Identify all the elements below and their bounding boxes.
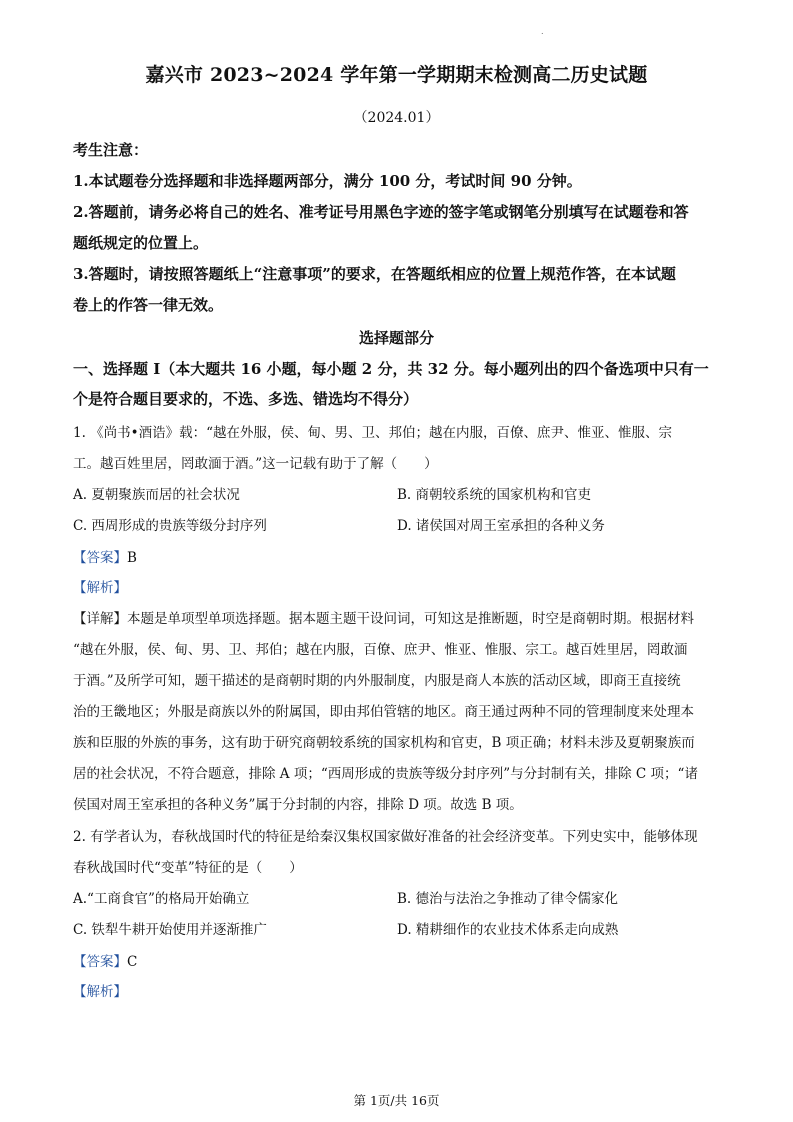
corner-dot: . (541, 27, 544, 36)
q1-detail-line-2: “越在外服，侯、甸、男、卫、邦伯；越在内服，百僚、庶尹、惟亚、惟服、宗工。越百姓里居，罔敢湎 (73, 642, 688, 658)
q1-detail-text-1: 本题是单项型单项选择题。据本题主题干设问词，可知这是推断题，时空是商朝时期。根据材料 (127, 611, 694, 627)
q1-option-d: D. 诸侯国对周王室承担的各种义务 (397, 518, 605, 534)
notice-item-2-line-2: 题纸规定的位置上。 (73, 234, 209, 252)
q1-detail-line-4: 治的王畿地区；外服是商族以外的附属国，即由邦伯管辖的地区。商王通过两种不同的管理制度来处理本 (73, 704, 694, 720)
q1-option-c: C. 西周形成的贵族等级分封序列 (73, 518, 267, 534)
q2-answer-line (73, 950, 137, 970)
q2-option-d: D. 精耕细作的农业技术体系走向成熟 (397, 922, 619, 938)
q1-detail-line-5: 族和臣服的外族的事务，这有助于研究商朝较系统的国家机构和官吏，B 项正确；材料未涉及夏朝聚族而 (73, 735, 695, 751)
page-number: 第 1页/共 16页 (353, 1093, 440, 1108)
notice-item-3-line-2: 卷上的作答一律无效。 (73, 296, 224, 314)
q1-option-a: A. 夏朝聚族而居的社会状况 (73, 487, 240, 503)
notice-item-3-line-1: 3.答题时，请按照答题纸上“注意事项”的要求，在答题纸相应的位置上规范作答，在本试题 (73, 265, 676, 283)
q1-detail-tag: 【详解】 (73, 611, 127, 627)
section-intro-line-2: 个是符合题目要求的，不选、多选、错选均不得分） (73, 390, 419, 408)
q1-detail-line-7: 侯国对周王室承担的各种义务”属于分封制的内容，排除 D 项。故选 B 项。 (73, 797, 523, 813)
q1-analysis-tag: 【解析】 (73, 580, 127, 596)
section-title: 选择题部分 (358, 329, 434, 347)
q1-stem-line-2: 工。越百姓里居，罔敢湎于酒。”这一记载有助于了解（ ） (73, 456, 438, 472)
exam-date: （2024.01） (353, 110, 440, 126)
q2-option-b: B. 德治与法治之争推动了律令儒家化 (397, 891, 619, 907)
q2-stem-line-1: 2. 有学者认为，春秋战国时代的特征是给秦汉集权国家做好准备的社会经济变革。下列史实中，能够体现 (73, 829, 698, 845)
q1-answer-line (73, 546, 137, 566)
q1-answer-value: B (127, 550, 137, 566)
q1-detail-line-1 (73, 607, 694, 627)
q1-detail-line-3: 于酒。”及所学可知，题干描述的是商朝时期的内外服制度，内服是商人本族的活动区域，即商王直接统 (73, 673, 681, 689)
section-intro-line-1: 一、选择题 I（本大题共 16 小题，每小题 2 分，共 32 分。每小题列出的四个备选项中只有一 (73, 360, 709, 378)
q2-analysis-tag: 【解析】 (73, 984, 127, 1000)
notice-heading: 考生注意： (73, 141, 149, 159)
q1-stem-line-1: 1. 《尚书•酒诰》载：“越在外服，侯、甸、男、卫、邦伯；越在内服，百僚、庶尹、惟亚、惟服、宗 (73, 425, 673, 441)
q1-detail-line-6: 居的社会状况，不符合题意，排除 A 项；“西周形成的贵族等级分封序列”与分封制有关，排除 C 项；“诸 (73, 766, 698, 782)
q1-option-b: B. 商朝较系统的国家机构和官吏 (397, 487, 592, 503)
notice-item-2-line-1: 2.答题前，请务必将自己的姓名、准考证号用黑色字迹的签字笔或钢笔分别填写在试题卷和答 (73, 203, 689, 221)
q2-option-a: A.“工商食官”的格局开始确立 (73, 891, 250, 907)
q2-answer-tag: 【答案】 (73, 954, 127, 970)
q1-answer-tag: 【答案】 (73, 550, 127, 566)
q2-answer-value: C (127, 954, 138, 970)
notice-item-1: 1.本试题卷分选择题和非选择题两部分，满分 100 分，考试时间 90 分钟。 (73, 172, 582, 190)
q2-stem-line-2: 春秋战国时代“变革”特征的是（ ） (73, 860, 303, 876)
exam-title: 嘉兴市 2023~2024 学年第一学期期末检测高二历史试题 (145, 64, 648, 86)
q2-option-c: C. 铁犁牛耕开始使用并逐渐推广 (73, 922, 267, 938)
